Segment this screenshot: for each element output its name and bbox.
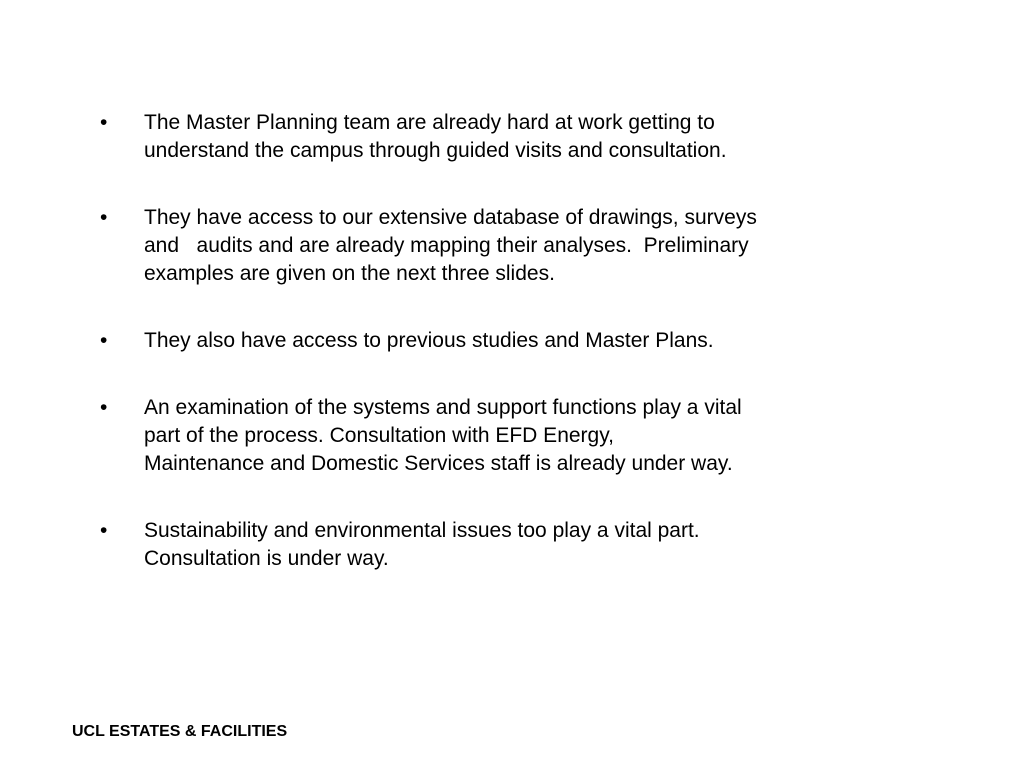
bullet-line: Maintenance and Domestic Services staff is already under way. [144, 452, 733, 475]
bullet-line: An examination of the systems and support functions play a vital [144, 396, 742, 419]
bullet-text [144, 327, 900, 355]
footer-label: UCL ESTATES & FACILITIES [72, 723, 288, 740]
bullet-line: part of the process. Consultation with EFD Energy, [144, 424, 614, 447]
bullet-marker: • [100, 519, 108, 542]
bullet-marker: • [100, 396, 108, 419]
bullet-line: understand the campus through guided visits and consultation. [144, 139, 727, 162]
bullet-item [100, 394, 900, 478]
bullet-item [100, 517, 900, 573]
bullet-line: Sustainability and environmental issues too play a vital part. [144, 519, 700, 542]
bullet-text [144, 204, 900, 288]
bullet-list [100, 109, 900, 573]
bullet-line: Consultation is under way. [144, 547, 389, 570]
bullet-text [144, 109, 900, 165]
bullet-line: They also have access to previous studies and Master Plans. [144, 329, 714, 352]
bullet-line: The Master Planning team are already hard at work getting to [144, 111, 715, 134]
bullet-text [144, 517, 900, 573]
bullet-text [144, 394, 900, 478]
bullet-line: and audits and are already mapping their analyses. Preliminary [144, 234, 749, 257]
bullet-line: They have access to our extensive database of drawings, surveys [144, 206, 757, 229]
bullet-marker: • [100, 206, 108, 229]
bullet-line: examples are given on the next three slides. [144, 262, 555, 285]
bullet-item [100, 109, 900, 165]
bullet-item [100, 204, 900, 288]
bullet-marker: • [100, 329, 108, 352]
bullet-item [100, 327, 900, 355]
bullet-marker: • [100, 111, 108, 134]
